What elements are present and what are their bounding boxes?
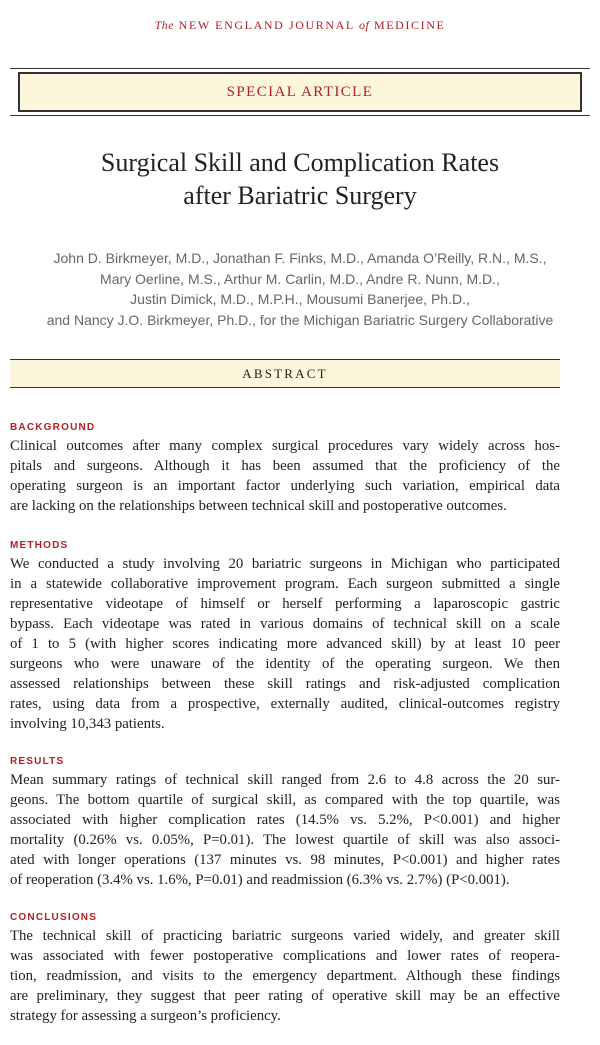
section-results <box>10 756 560 890</box>
body-line: ated with longer operations (137 minutes vs. 98 minutes, P<0.001) and higher rates <box>10 852 560 868</box>
section-methods <box>10 540 560 734</box>
body-line: in a statewide collaborative improvement program. Each surgeon submitted a single <box>10 576 560 592</box>
body-line: involving 10,343 patients. <box>10 716 165 732</box>
journal-prefix: The <box>154 18 175 32</box>
section-body <box>10 554 560 734</box>
section-heading: BACKGROUND <box>10 422 96 433</box>
body-line: We conducted a study involving 20 bariatric surgeons in Michigan who participated <box>10 556 560 572</box>
body-line: Clinical outcomes after many complex surgical procedures vary widely across hos- <box>10 438 560 454</box>
body-line: geons. The bottom quartile of surgical skill, as compared with the top quartile, was <box>10 792 560 808</box>
body-line: bypass. Each videotape was rated in various domains of technical skill on a scale <box>10 616 560 632</box>
section-heading: CONCLUSIONS <box>10 912 98 923</box>
body-line: are lacking on the relationships between technical skill and postoperative outcomes. <box>10 498 507 514</box>
author-line: and Nancy J.O. Birkmeyer, Ph.D., for the Michigan Bariatric Surgery Collaborative <box>46 311 554 328</box>
body-line: of reoperation (3.4% vs. 1.6%, P=0.01) and readmission (6.3% vs. 2.7%) (P<0.001). <box>10 872 510 888</box>
body-line: representative videotape of himself or herself performing a laparoscopic gastric <box>10 596 560 612</box>
author-line: Mary Oerline, M.S., Arthur M. Carlin, M.D., Andre R. Nunn, M.D., <box>100 270 500 287</box>
section-body <box>10 770 560 890</box>
article-type-label: SPECIAL ARTICLE <box>226 83 374 100</box>
journal-connector: of <box>359 18 370 32</box>
body-line: pitals and surgeons. Although it has been assumed that the proficiency of the <box>10 458 560 474</box>
section-conclusions <box>10 912 560 1026</box>
article-type-banner <box>10 68 590 116</box>
abstract-label: ABSTRACT <box>242 365 328 381</box>
journal-name: NEW ENGLAND JOURNAL <box>178 18 355 32</box>
author-list <box>0 248 600 330</box>
body-line: Mean summary ratings of technical skill ranged from 2.6 to 4.8 across the 20 sur- <box>10 772 560 788</box>
section-body <box>10 926 560 1026</box>
body-line: strategy for assessing a surgeon’s proficiency. <box>10 1008 281 1024</box>
body-line: operating surgeon is an important factor underlying such variation, empirical data <box>10 478 560 494</box>
author-line: John D. Birkmeyer, M.D., Jonathan F. Finks, M.D., Amanda O’Reilly, R.N., M.S., <box>53 250 547 266</box>
body-line: associated with higher complication rates (14.5% vs. 5.2%, P<0.001) and higher <box>10 812 560 828</box>
body-line: surgeons who were unaware of the identity of the operating surgeon. We then <box>10 656 560 672</box>
body-line: are preliminary, they suggest that peer rating of operative skill may be an effective <box>10 988 560 1004</box>
title-line: after Bariatric Surgery <box>183 181 417 210</box>
journal-masthead <box>0 18 600 33</box>
article-type-frame <box>18 72 582 112</box>
body-line: assessed relationships between these skill ratings and risk-adjusted complication <box>10 676 560 692</box>
section-heading: METHODS <box>10 540 69 551</box>
section-heading: RESULTS <box>10 756 65 767</box>
title-line: Surgical Skill and Complication Rates <box>100 148 500 177</box>
body-line: was associated with fewer postoperative complications and lower rates of reopera- <box>10 948 560 964</box>
journal-suffix: MEDICINE <box>373 18 446 32</box>
body-line: tion, readmission, and visits to the emergency department. Although these findings <box>10 968 560 984</box>
section-background <box>10 422 560 516</box>
body-line: mortality (0.26% vs. 0.05%, P=0.01). The lowest quartile of skill was also associ- <box>10 832 560 848</box>
article-title <box>20 146 580 212</box>
body-line: rates, using data from a prospective, externally audited, clinical-outcomes registry <box>10 696 560 712</box>
author-line: Justin Dimick, M.D., M.P.H., Mousumi Banerjee, Ph.D., <box>130 291 470 307</box>
body-line: of 1 to 5 (with higher scores indicating more advanced skill) by at least 10 peer <box>10 636 560 652</box>
abstract-banner <box>10 359 560 388</box>
body-line: The technical skill of practicing bariatric surgeons varied widely, and greater skill <box>10 928 560 944</box>
section-body <box>10 436 560 516</box>
